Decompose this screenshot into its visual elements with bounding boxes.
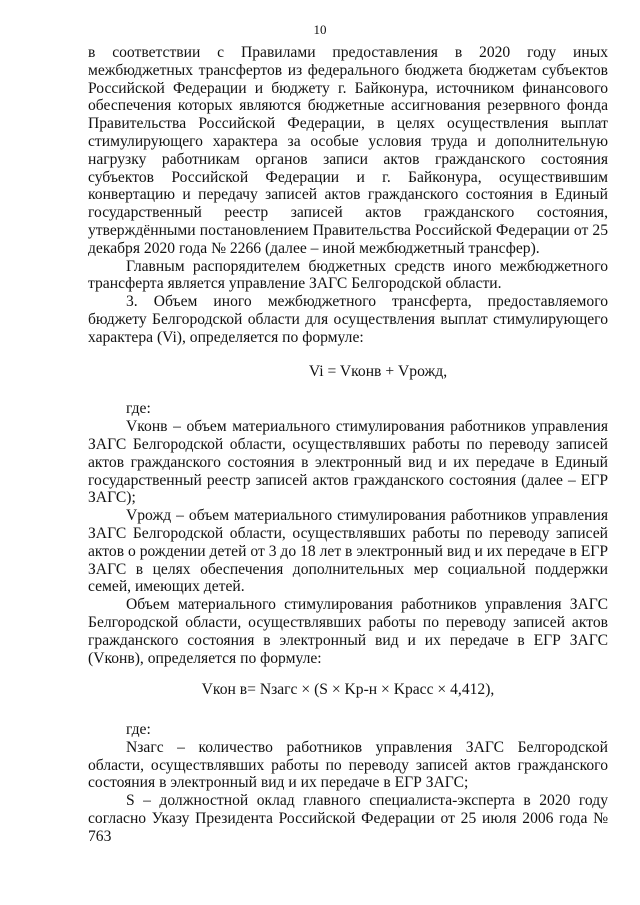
paragraph-vkonv-formula-intro: Объем материального стимулирования работников управления ЗАГС Белгородской области, осуществлявших работы по переводу записей актов гражданского состояния в электронный вид и их передаче в ЕГР ЗАГС (Vконв), определяется по формуле:: [88, 596, 608, 667]
definition-vkonv: Vконв – объем материального стимулирования работников управления ЗАГС Белгородской области, осуществлявших работы по переводу записей актов гражданского состояния в электронный вид и их передаче в Единый государственный реестр записей актов гражданского состояния (далее – ЕГР ЗАГС);: [88, 418, 608, 507]
formula-vkonv: Vкон в= Nзагс × (S × Kр-н × Kрасс × 4,412),: [201, 681, 495, 699]
formula-vi: Vi = Vконв + Vрожд,: [308, 362, 448, 380]
where-label-2: где:: [126, 721, 151, 739]
document-body: [88, 44, 608, 846]
definition-s: S – должностной оклад главного специалиста-эксперта в 2020 году согласно Указу Президента Российской Федерации от 25 июля 2006 года № 763: [88, 792, 608, 845]
definition-nzags: Nзагс – количество работников управления ЗАГС Белгородской области, осуществлявших работы по переводу записей актов гражданского состояния в электронный вид и их передаче в ЕГР ЗАГС;: [88, 738, 608, 792]
definition-vrozhd: Vрожд – объем материального стимулирования работников управления ЗАГС Белгородской области, осуществлявших работы по переводу записей актов о рождении детей от 3 до 18 лет в электронный вид и их передаче в ЕГР ЗАГС в целях обеспечения дополнительных мер социальной поддержки семей, имеющих детей.: [88, 507, 608, 596]
page-number: 10: [313, 22, 327, 37]
where-label: где:: [126, 400, 151, 418]
paragraph-item-3: 3. Объем иного межбюджетного трансферта, предоставляемого бюджету Белгородской области для осуществления выплат стимулирующего характера (Vi), определяется по формуле:: [88, 293, 608, 346]
paragraph-intro: в соответствии с Правилами предоставления в 2020 году иных межбюджетных трансфертов из федерального бюджета бюджетам субъектов Российской Федерации и бюджету г. Байконура, источником финансового обеспечения которых являются бюджетные ассигнования резервного фонда Правительства Российской Федерации, в целях осуществления выплат стимулирующего характера за особые условия труда и дополнительную нагрузку работникам органов записи актов гражданского состояния субъектов Российской Федерации и г. Байконура, осуществившим конвертацию и передачу записей актов гражданского состояния в Единый государственный реестр записей актов гражданского состояния, утверждёнными постановлением Правительства Российской Федерации от 25 декабря 2020 года № 2266 (далее – иной межбюджетный трансфер).: [88, 44, 608, 257]
paragraph-main-distributor: Главным распорядителем бюджетных средств иного межбюджетного трансферта является управление ЗАГС Белгородской области.: [88, 257, 608, 293]
